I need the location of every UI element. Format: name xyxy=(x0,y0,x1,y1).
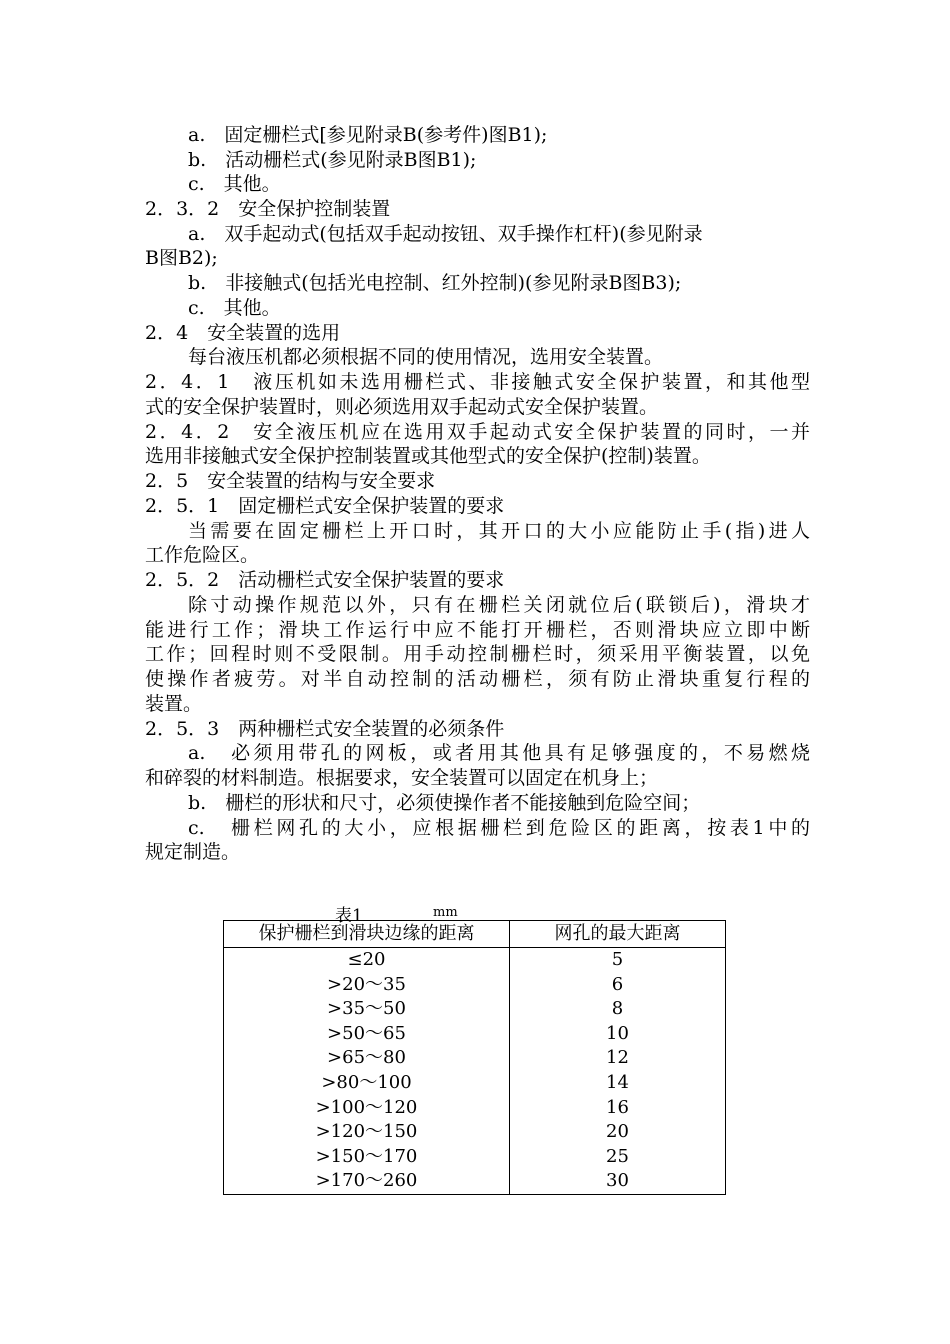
section-heading-2-5-1: 2．5．1 固定栅栏式安全保护装置的要求 xyxy=(145,495,505,517)
table-cell-mesh: 10 xyxy=(510,1022,726,1047)
table-cell-distance: >150～170 xyxy=(224,1145,510,1170)
table-cell-distance: >100～120 xyxy=(224,1096,510,1121)
table-cell-distance: >65～80 xyxy=(224,1046,510,1071)
paragraph-line: 使操作者疲劳。对半自动控制的活动栅栏，须有防止滑块重复行程的 xyxy=(145,668,810,690)
paragraph-line: 工作；回程时则不受限制。用手动控制栅栏时，须采用平衡装置，以免 xyxy=(145,643,810,665)
table-cell-mesh: 8 xyxy=(510,997,726,1022)
table-row xyxy=(224,1145,726,1170)
table-row xyxy=(224,1022,726,1047)
list-item-b-non-contact: b. 非接触式(包括光电控制、红外控制)(参见附录B图B3); xyxy=(188,272,682,294)
list-item-a-fixed-fence: a. 固定栅栏式[参见附录B(参考件)图B1); xyxy=(188,124,548,146)
paragraph-line: 规定制造。 xyxy=(145,841,241,863)
paragraph-line: 当需要在固定栅栏上开口时，其开口的大小应能防止手(指)进人 xyxy=(188,520,810,542)
list-item-b-movable-fence: b. 活动栅栏式(参见附录B图B1); xyxy=(188,149,477,171)
paragraph-line: 除寸动操作规范以外，只有在栅栏关闭就位后(联锁后)，滑块才 xyxy=(188,594,810,616)
table-cell-distance: >50～65 xyxy=(224,1022,510,1047)
table-cell-mesh: 25 xyxy=(510,1145,726,1170)
table-row xyxy=(224,1120,726,1145)
table-row xyxy=(224,997,726,1022)
list-item-c-other-2: c. 其他。 xyxy=(188,297,281,319)
table-cell-mesh: 6 xyxy=(510,973,726,998)
table-cell-mesh: 12 xyxy=(510,1046,726,1071)
table-header-distance: 保护栅栏到滑块边缘的距离 xyxy=(224,921,510,948)
table-cell-distance: ≤20 xyxy=(224,948,510,973)
paragraph-line: 能进行工作；滑块工作运行中应不能打开栅栏，否则滑块应立即中断 xyxy=(145,619,810,641)
section-heading-2-4-1: 2．4．1 液压机如未选用栅栏式、非接触式安全保护装置，和其他型 xyxy=(145,371,810,393)
table-cell-distance: >80～100 xyxy=(224,1071,510,1096)
table-row xyxy=(224,1046,726,1071)
table-cell-mesh: 5 xyxy=(510,948,726,973)
table-header-row xyxy=(224,921,726,948)
table-cell-mesh: 20 xyxy=(510,1120,726,1145)
section-heading-2-5-3: 2．5．3 两种栅栏式安全装置的必须条件 xyxy=(145,718,505,740)
table-cell-mesh: 16 xyxy=(510,1096,726,1121)
table-row xyxy=(224,948,726,973)
table-caption: 表1 xyxy=(335,906,363,926)
paragraph-line: 工作危险区。 xyxy=(145,544,260,566)
section-heading-2-5-2: 2．5．2 活动栅栏式安全保护装置的要求 xyxy=(145,569,505,591)
paragraph-line: 选用非接触式安全保护控制装置或其他型式的安全保护(控制)装置。 xyxy=(145,445,711,467)
section-heading-2-4: 2．4 安全装置的选用 xyxy=(145,322,341,344)
distance-table xyxy=(223,920,726,1195)
table-row xyxy=(224,1096,726,1121)
list-item-a-two-hand: a. 双手起动式(包括双手起动按钮、双手操作杠杆)(参见附录 xyxy=(188,223,703,245)
table-cell-distance: >20～35 xyxy=(224,973,510,998)
list-item-a-mesh: a. 必须用带孔的网板，或者用其他具有足够强度的，不易燃烧 xyxy=(188,742,810,764)
table-row xyxy=(224,1169,726,1194)
section-heading-2-4-2: 2．4．2 安全液压机应在选用双手起动式安全保护装置的同时，一并 xyxy=(145,421,810,443)
list-item-c-other: c. 其他。 xyxy=(188,173,281,195)
section-heading-2-3-2: 2．3．2 安全保护控制装置 xyxy=(145,198,391,220)
paragraph-line: 式的安全保护装置时，则必须选用双手起动式安全保护装置。 xyxy=(145,396,659,418)
table-cell-mesh: 14 xyxy=(510,1071,726,1096)
table-row xyxy=(224,973,726,998)
table-unit: mm xyxy=(433,905,458,920)
table-cell-mesh: 30 xyxy=(510,1169,726,1194)
table-cell-distance: >170～260 xyxy=(224,1169,510,1194)
list-item-c-mesh-size: c. 栅栏网孔的大小，应根据栅栏到危险区的距离，按表1中的 xyxy=(188,817,810,839)
table-cell-distance: >120～150 xyxy=(224,1120,510,1145)
table-header-mesh-size: 网孔的最大距离 xyxy=(510,921,726,948)
paragraph-line: 装置。 xyxy=(145,693,203,715)
table-cell-distance: >35～50 xyxy=(224,997,510,1022)
list-item-b-shape: b. 栅栏的形状和尺寸，必须使操作者不能接触到危险空间； xyxy=(188,792,701,814)
paragraph-line: 每台液压机都必须根据不同的使用情况，选用安全装置。 xyxy=(188,346,664,368)
list-item-a-two-hand-cont: B图B2); xyxy=(145,247,218,269)
section-heading-2-5: 2．5 安全装置的结构与安全要求 xyxy=(145,470,436,492)
paragraph-line: 和碎裂的材料制造。根据要求，安全装置可以固定在机身上； xyxy=(145,767,659,789)
table-row xyxy=(224,1071,726,1096)
